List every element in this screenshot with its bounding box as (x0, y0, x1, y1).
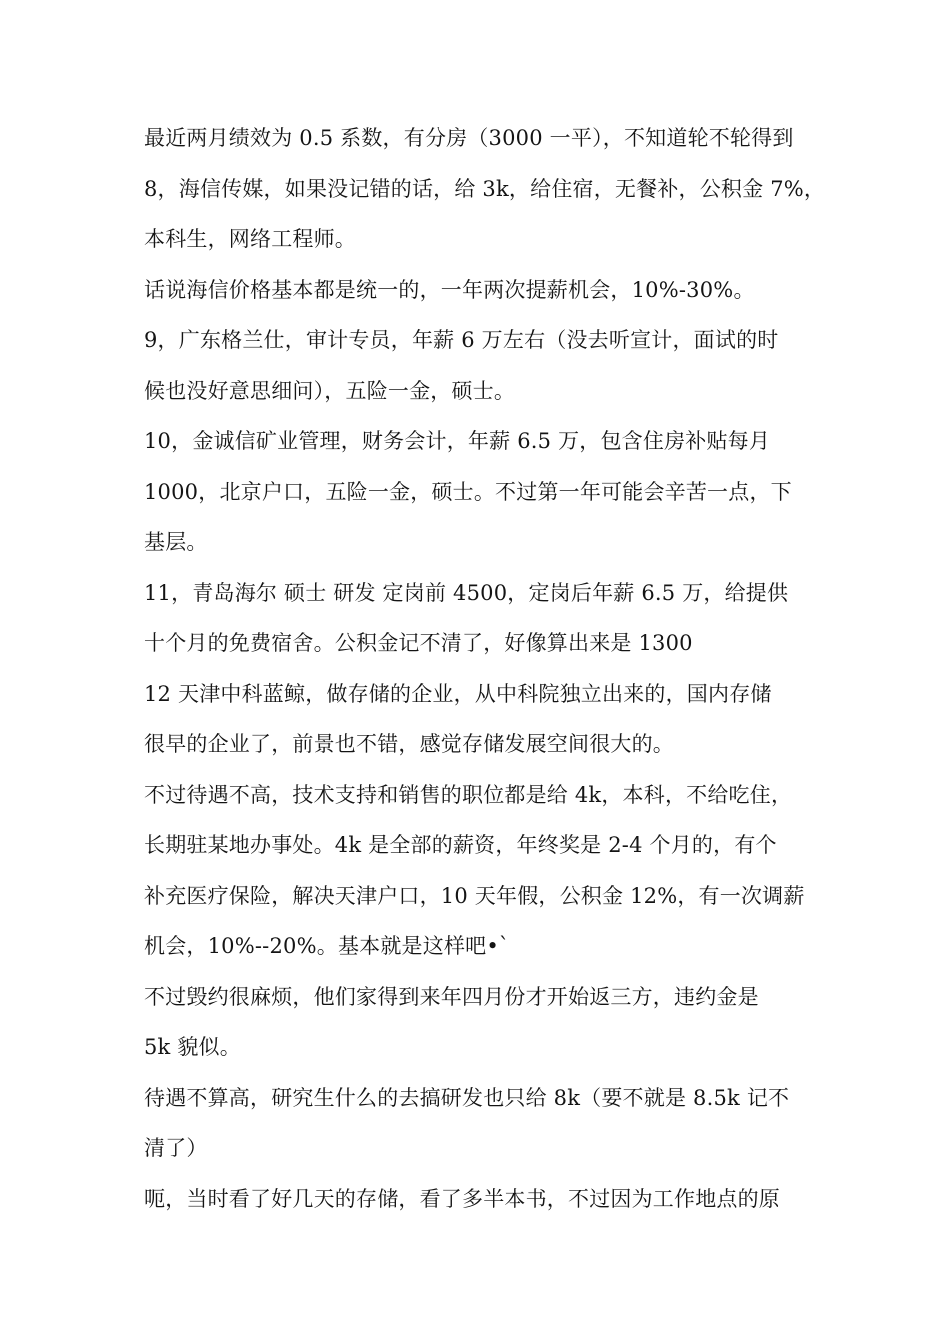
text-line: 补充医疗保险，解决天津户口，10 天年假，公积金 12%，有一次调薪 (144, 883, 805, 908)
text-line: 长期驻某地办事处。4k 是全部的薪资，年终奖是 2-4 个月的，有个 (144, 833, 777, 857)
text-line: 呃，当时看了好几天的存储，看了多半本书，不过因为工作地点的原 (144, 1186, 780, 1211)
text-line: 5k 貌似。 (144, 1035, 241, 1059)
text-line: 候也没好意思细问），五险一金，硕士。 (144, 378, 516, 403)
text-line: 十个月的免费宿舍。公积金记不清了，好像算出来是 1300 (144, 631, 693, 655)
text-line: 9，广东格兰仕，审计专员，年薪 6 万左右（没去听宣计，面试的时 (144, 328, 779, 352)
text-line: 10，金诚信矿业管理，财务会计，年薪 6.5 万，包含住房补贴每月 (144, 429, 771, 453)
text-line: 不过待遇不高，技术支持和销售的职位都是给 4k，本科，不给吃住， (144, 782, 793, 807)
text-line: 话说海信价格基本都是统一的，一年两次提薪机会，10%-30%。 (144, 277, 755, 302)
text-line: 基层。 (144, 530, 208, 554)
text-line: 11，青岛海尔 硕士 研发 定岗前 4500，定岗后年薪 6.5 万，给提供 (144, 580, 789, 605)
text-line: 1000，北京户口，五险一金，硕士。不过第一年可能会辛苦一点，下 (144, 479, 792, 504)
text-line: 本科生，网络工程师。 (144, 227, 356, 251)
text-line: 12 天津中科蓝鲸，做存储的企业，从中科院独立出来的，国内存储 (144, 681, 772, 706)
text-line: 8，海信传媒，如果没记错的话，给 3k，给住宿，无餐补，公积金 7%， (144, 176, 826, 201)
text-line: 很早的企业了，前景也不错，感觉存储发展空间很大的。 (144, 732, 674, 756)
body-text (144, 116, 826, 1227)
text-line: 清了） (144, 1136, 208, 1160)
text-line: 不过毁约很麻烦，他们家得到来年四月份才开始返三方，违约金是 (144, 984, 759, 1009)
text-line: 最近两月绩效为 0.5 系数，有分房（3000 一平），不知道轮不轮得到 (144, 126, 794, 150)
text-line: 机会，10%--20%。基本就是这样吧•` (144, 934, 510, 958)
text-line: 待遇不算高，研究生什么的去搞研发也只给 8k（要不就是 8.5k 记不 (144, 1085, 790, 1110)
